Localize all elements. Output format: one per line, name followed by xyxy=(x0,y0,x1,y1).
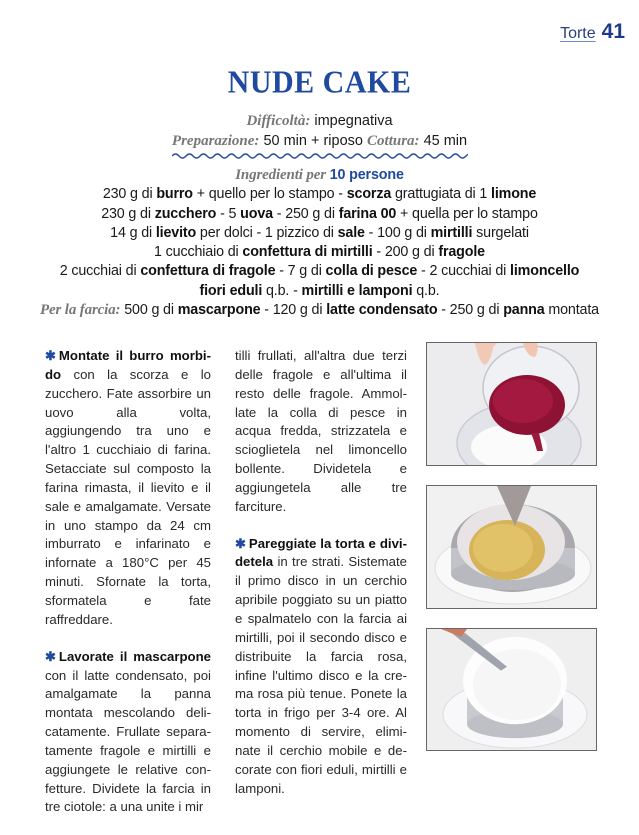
cooking-label: Cottura: xyxy=(367,133,420,149)
ingredients-block xyxy=(0,166,639,320)
photo-blueberry-puree xyxy=(426,342,597,466)
ingredient-line: 230 g di zucchero - 5 uova - 250 g di farina 00 + quella per lo stampo xyxy=(101,205,538,222)
step-1-text: con la scorza e lo zucchero. Fate assorbire un uovo alla volta, aggiungendo tra uno e l'altro 1 cucchiaio di farina. Setacciate sul composto la farina rimasta, il lievito e il sale e amalgamate. Versate in uno stampo da 24 cm imburrato e infarinato e infornate a 180°C per 45 minuti. Sfornate la torta, sformatela e fate raffreddare. xyxy=(45,366,211,627)
step-3-text: in tre strati. Sistemate il primo disco in un cerchio apribile poggiato su un piatto e spalmatelo con la farcia ai mirtilli, poi il secondo disco e distribuite la farcia rosa, infine l'ultimo disco e la crema rosa più tenue. Ponete la torta in frigo per 3-4 ore. Al momento di servire, eliminate il cerchio mobile e decorate con fiori eduli, mirtilli e lamponi. xyxy=(235,554,407,796)
ingredient-name: mirtilli xyxy=(430,224,473,241)
ingredient-name: lievito xyxy=(155,224,197,241)
ingredient-name: uova xyxy=(240,205,273,222)
ingredient-line: fiori eduli q.b. - mirtilli e lamponi q.b. xyxy=(199,282,440,299)
ingredient-name: mirtilli e lamponi xyxy=(301,282,413,299)
ingredient-name: mascarpone xyxy=(177,302,261,319)
ingredient-line: 230 g di burro + quello per lo stampo - scorza grattugiata di 1 limone xyxy=(102,186,537,203)
step-3-heading: Pareggiate la torta e dividetela xyxy=(235,535,407,570)
filling-label: Per la farcia: xyxy=(40,302,121,319)
section-name: Torte xyxy=(560,25,596,42)
ingredient-line: 1 cucchiaio di confettura di mirtilli - 200 g di fragole xyxy=(154,244,485,261)
time-line xyxy=(0,133,639,150)
instructions-column-1 xyxy=(45,347,211,835)
step-2 xyxy=(45,648,211,818)
ingredient-name: zucchero xyxy=(154,205,217,222)
page-header xyxy=(560,20,625,44)
recipe-title: NUDE CAKE xyxy=(227,65,412,100)
difficulty-line xyxy=(0,113,639,130)
ingredient-name: scorza xyxy=(346,186,392,203)
ingredients-heading xyxy=(0,166,639,185)
ingredient-name: confettura di fragole xyxy=(140,263,276,280)
difficulty-label: Difficoltà: xyxy=(246,113,311,129)
page-number: 41 xyxy=(601,20,625,43)
ingredient-name: confettura di mirtilli xyxy=(242,244,373,261)
filling-line xyxy=(0,301,639,320)
ingredient-name: fiori eduli xyxy=(199,282,263,299)
photo-filling-cake xyxy=(426,485,597,609)
cooking-value: 45 min xyxy=(423,133,468,149)
step-2-text-part-2: tilli frullati, all'altra due terzi delle fragole e all'ultima il resto delle fragole. Ammollate la colla di pesce in acqua fredda, strizzatela e scioglietela nel limoncello bollente. Dividetela e aggiungetela alle tre farciture. xyxy=(235,348,407,514)
difficulty-value: impegnativa xyxy=(314,113,393,129)
ingredient-name: colla di pesce xyxy=(325,263,418,280)
ingredient-name: limone xyxy=(491,186,537,203)
instructions-column-2 xyxy=(235,347,407,816)
bullet-star-icon: ✱ xyxy=(45,348,56,363)
step-2-heading: Lavorate il mascarpone xyxy=(58,648,211,664)
servings: 10 persone xyxy=(329,167,404,183)
preparation-label: Preparazione: xyxy=(171,133,260,149)
ingredient-name: fragole xyxy=(438,244,485,261)
step-1 xyxy=(45,347,211,630)
step-1-heading: Montate il burro morbido xyxy=(45,348,211,382)
photo-frosted-cake xyxy=(426,628,597,751)
ingredients-label: Ingredienti per xyxy=(235,167,326,183)
ingredient-name: burro xyxy=(156,186,193,203)
step-2-text-part-1: con il latte condensato, poi amalgamate la panna montata mescolando delicatamente. Frullate separatamente fragole e mirtilli e aggiungete le relative confetture. Dividete la farcia in tre ciotole: a una unite i mir xyxy=(45,667,211,815)
filling-ingredients: 500 g di mascarpone - 120 g di latte condensato - 250 g di panna montata xyxy=(120,302,599,319)
ingredient-line: 14 g di lievito per dolci - 1 pizzico di sale - 100 g di mirtilli surgelati xyxy=(110,224,529,241)
step-2-continued xyxy=(235,347,407,517)
ingredient-name: limoncello xyxy=(510,263,580,280)
ingredient-name: latte condensato xyxy=(326,302,438,319)
bullet-star-icon: ✱ xyxy=(45,648,56,664)
preparation-value: 50 min + riposo xyxy=(263,133,363,149)
wavy-divider xyxy=(172,152,468,160)
ingredient-lines xyxy=(0,185,639,301)
ingredient-name: sale xyxy=(337,224,365,241)
ingredient-name: farina 00 xyxy=(338,205,397,222)
bullet-star-icon: ✱ xyxy=(235,535,246,551)
ingredient-line: 2 cucchiai di confettura di fragole - 7 g di colla di pesce - 2 cucchiai di limoncello xyxy=(59,263,580,280)
step-3 xyxy=(235,535,407,799)
ingredient-name: panna xyxy=(503,302,545,319)
